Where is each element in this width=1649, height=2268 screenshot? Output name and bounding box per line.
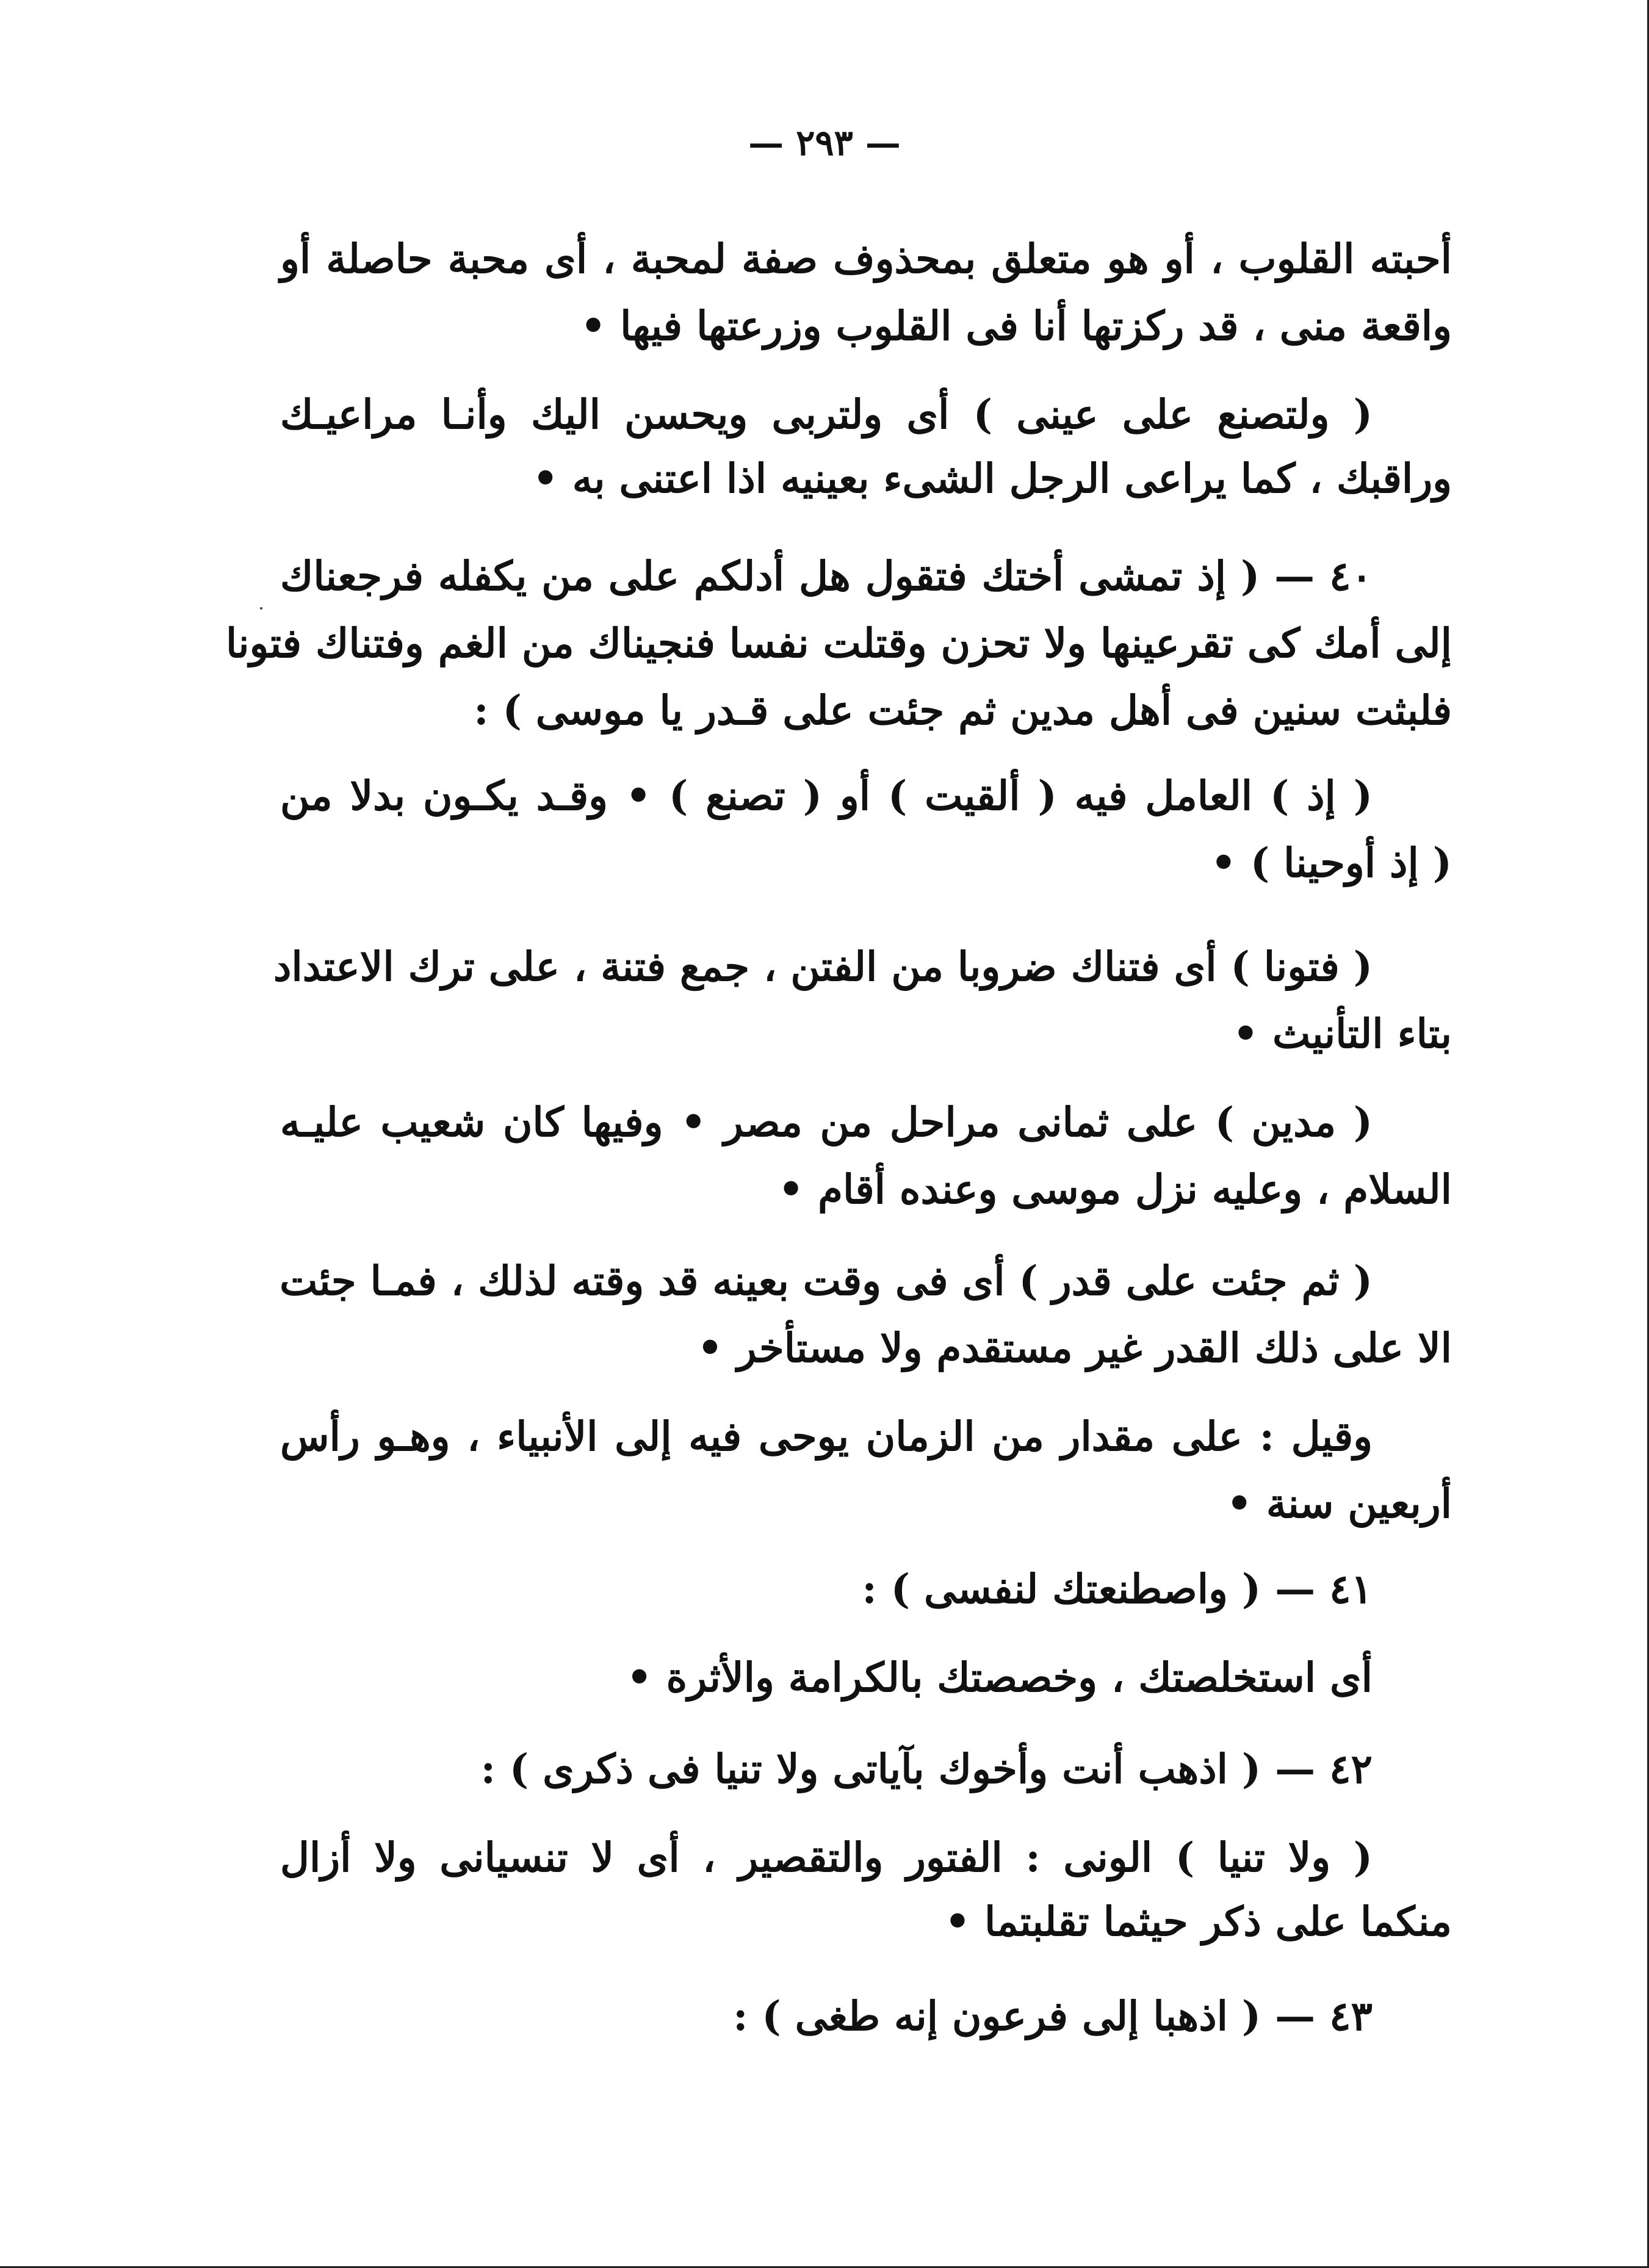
text-line: ( ولتصنع على عينى ) أى ولتربى ويحسن اليك وأنـا مراعيـك [280, 391, 1373, 438]
text-line: ( فتونا ) أى فتناك ضروبا من الفتن ، جمع فتنة ، على ترك الاعتداد [273, 943, 1373, 990]
text-line: ( إذ أوحينا ) • [1210, 839, 1452, 887]
text-line: أى استخلصتك ، وخصصتك بالكرامة والأثرة • [626, 1654, 1373, 1701]
text-line: ٤٠ — ( إذ تمشى أختك فتقول هل أدلكم على من يكفله فرجعناك [280, 552, 1373, 600]
text-line: فلبثت سنين فى أهل مدين ثم جئت على قـدر يا موسى ) : [474, 686, 1452, 734]
text-line: منكما على ذكر حيثما تقلبتما • [944, 1898, 1452, 1945]
text-line: وراقبك ، كما يراعى الرجل الشىء بعينيه اذا اعتنى به • [532, 455, 1452, 502]
text-line: ( ولا تنيا ) الونى : الفتور والتقصير ، أى لا تنسيانى ولا أزال [280, 1834, 1373, 1881]
text-line: ( إذ ) العامل فيه ( ألقيت ) أو ( تصنع ) • وقـد يكـون بدلا من [280, 772, 1373, 819]
verse-heading: ٤٣ — ( اذهبا إلى فرعون إنه طغى ) : [733, 1992, 1373, 2040]
text-line: ( مدين ) على ثمانى مراحل من مصر • وفيها كان شعيب عليـه [280, 1098, 1373, 1146]
text-line: واقعة منى ، قد ركزتها أنا فى القلوب وزرعتها فيها • [580, 302, 1452, 350]
text-line: الا على ذلك القدر غير مستقدم ولا مستأخر • [697, 1324, 1452, 1372]
verse-heading: ٤١ — ( واصطنعتك لنفسى ) : [862, 1565, 1373, 1613]
text-line: أربعين سنة • [1226, 1480, 1452, 1527]
text-line: بتاء التأنيث • [1232, 1010, 1452, 1057]
text-line: أحبته القلوب ، أو هو متعلق بمحذوف صفة لمحبة ، أى محبة حاصلة أو [280, 235, 1452, 283]
text-line: السلام ، وعليه نزل موسى وعنده أقام • [778, 1165, 1452, 1213]
text-line: ( ثم جئت على قدر ) أى فى وقت بعينه قد وقته لذلك ، فمـا جئت [280, 1257, 1373, 1305]
scan-speck [260, 607, 262, 610]
page-number: — ٢٩٣ — [748, 122, 901, 164]
text-line: وقيل : على مقدار من الزمان يوحى فيه إلى الأنبياء ، وهـو رأس [280, 1413, 1373, 1460]
text-line: إلى أمك كى تقرعينها ولا تحزن وقتلت نفسا فنجيناك من الغم وفتناك فتونا [226, 619, 1452, 667]
verse-heading: ٤٢ — ( اذهب أنت وأخوك بآياتى ولا تنيا فى ذكرى ) : [480, 1745, 1373, 1793]
